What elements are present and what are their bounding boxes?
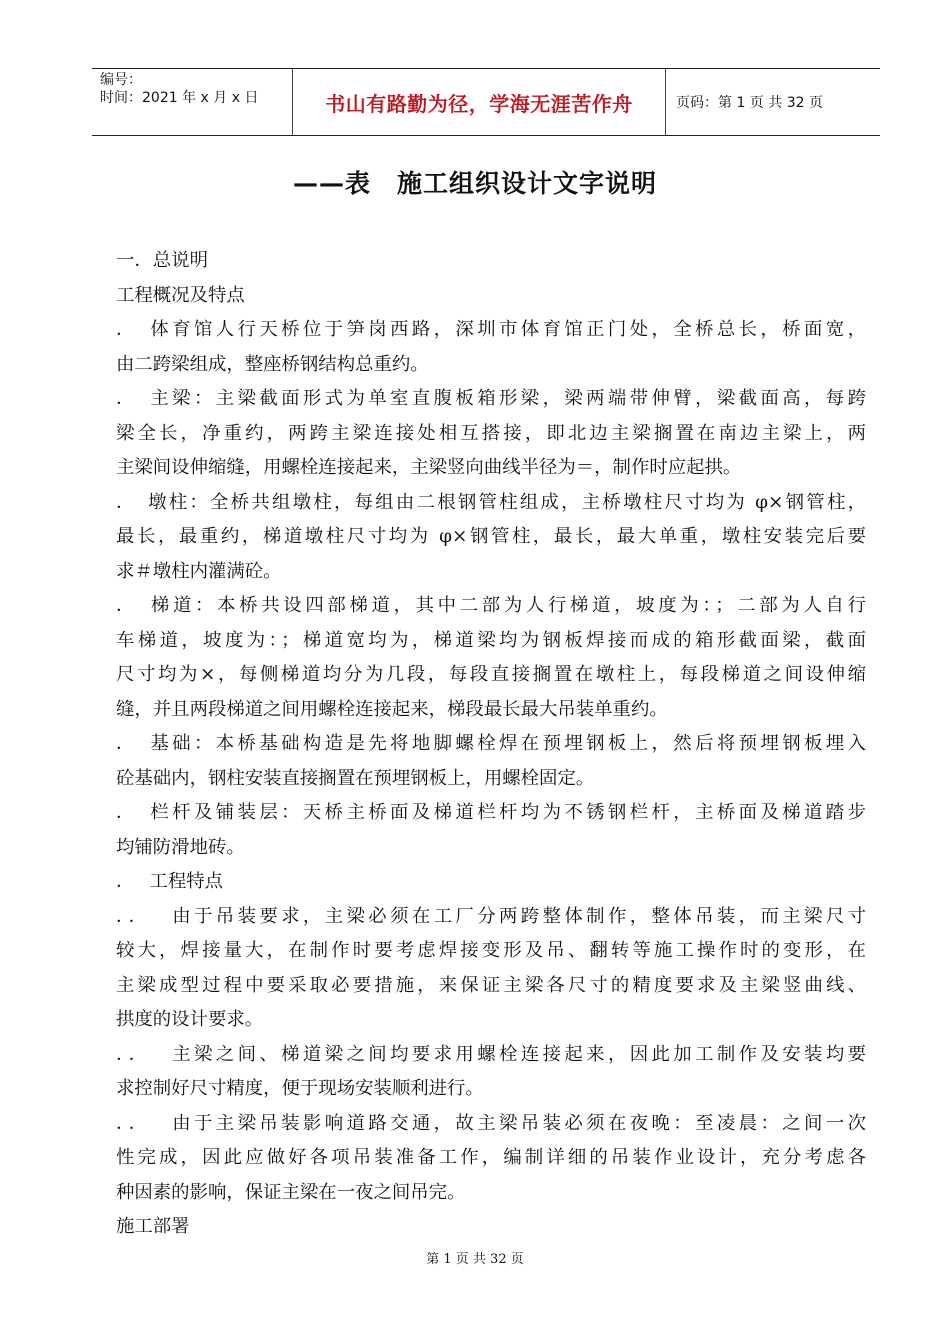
paragraph-line: 尺寸均为×，每侧梯道均分为几段，每段直接搁置在墩柱上，每段梯道之间设伸缩 [116,664,866,685]
page-footer: 第 1 页 共 32 页 [426,1252,524,1267]
paragraph-line: ． 栏杆及铺装层：天桥主桥面及梯道栏杆均为不锈钢栏杆，主桥面及梯道踏步 [116,802,866,823]
paragraph-line: 主梁成型过程中要采取必要措施，来保证主梁各尺寸的精度要求及主梁竖曲线、 [116,974,866,996]
paragraph-line: 由二跨梁组成，整座桥钢结构总重约。 [116,353,429,375]
paragraph-line: 最长，最重约，梯道墩柱尺寸均为 φ×钢管柱，最长，最大单重，墩柱安装完后要 [116,526,866,547]
paragraph-line: 种因素的影响，保证主梁在一夜之间吊完。 [116,1181,466,1203]
paragraph-line: ． 墩柱：全桥共组墩柱，每组由二根钢管柱组成，主桥墩柱尺寸均为 φ×钢管柱， [116,491,866,513]
paragraph-line: ．． 由于吊装要求，主梁必须在工厂分两跨整体制作，整体吊装，而主梁尺寸 [116,905,866,927]
paragraph-line: 求控制好尺寸精度，便于现场安装顺利进行。 [116,1078,484,1099]
document-body [116,244,866,1245]
paragraph-line: 性完成，因此应做好各项吊装准备工作，编制详细的吊装作业设计，充分考虑各 [116,1147,866,1168]
paragraph-line: ． 基础：本桥基础构造是先将地脚螺栓焊在预埋钢板上，然后将预埋钢板埋入 [116,733,866,754]
subsection-heading: ． 工程特点 [116,871,223,892]
paragraph-line: ．． 主梁之间、梯道梁之间均要求用螺栓连接起来，因此加工制作及安装均要 [116,1043,866,1065]
paragraph-line: 均铺防滑地砖。 [116,836,245,858]
paragraph-line: ． 体育馆人行天桥位于笋岗西路，深圳市体育馆正门处，全桥总长，桥面宽， [116,319,866,340]
document-header [92,68,880,136]
subsection-heading: 工程概况及特点 [116,284,245,306]
header-page-info: 页码：第 1 页 共 32 页 [676,95,823,111]
paragraph-line: 拱度的设计要求。 [116,1009,264,1030]
paragraph-line: 梁全长，净重约，两跨主梁连接处相互搭接，即北边主梁搁置在南边主梁上，两 [116,422,866,444]
paragraph-line: 较大，焊接量大，在制作时要考虑焊接变形及吊、翻转等施工操作时的变形，在 [116,940,866,961]
number-label: 编号： [100,72,142,88]
paragraph-line: ．． 由于主梁吊装影响道路交通，故主梁吊装必须在夜晚：至凌晨：之间一次 [116,1112,866,1134]
time-label: 时间：2021 年 x 月 x 日 [100,90,259,106]
document-title: ——表 施工组织设计文字说明 [292,169,657,198]
section-heading: 一．总说明 [116,250,208,271]
header-motto: 书山有路勤为径，学海无涯苦作舟 [325,91,633,116]
header-motto-cell [293,69,666,135]
paragraph-line: 砼基础内，钢柱安装直接搁置在预埋钢板上，用螺栓固定。 [116,767,595,789]
paragraph-line: 缝，并且两段梯道之间用螺栓连接起来，梯段最长最大吊装单重约。 [116,698,668,720]
paragraph-line: 求＃墩柱内灌满砼。 [116,560,282,582]
subsection-heading: 施工部署 [116,1216,190,1237]
paragraph-line: ． 梯道：本桥共设四部梯道，其中二部为人行梯道，坡度为：；二部为人自行 [116,595,866,616]
paragraph-line: 主梁间设伸缩缝，用螺栓连接起来，主梁竖向曲线半径为＝，制作时应起拱。 [116,457,742,478]
paragraph-line: ． 主梁：主梁截面形式为单室直腹板箱形梁，梁两端带伸臂，梁截面高，每跨 [116,388,866,409]
header-meta [92,69,293,135]
paragraph-line: 车梯道，坡度为：；梯道宽均为，梯道梁均为钢板焊接而成的箱形截面梁，截面 [116,629,866,651]
